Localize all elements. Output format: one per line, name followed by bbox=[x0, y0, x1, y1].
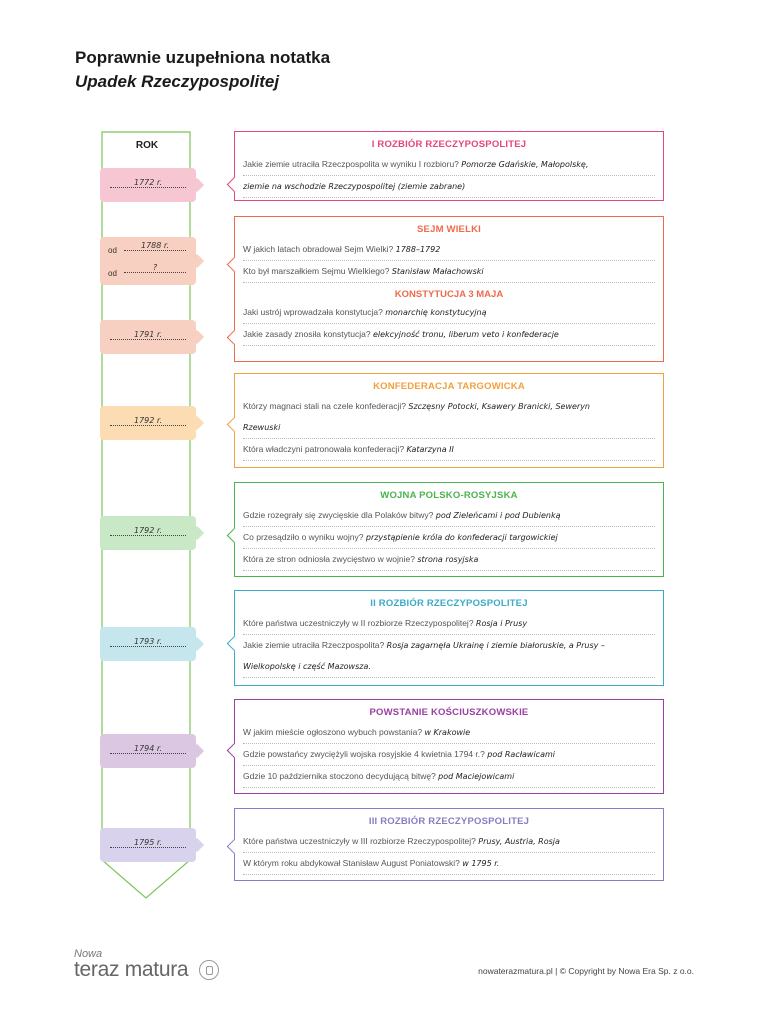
year-value: 1791 r. bbox=[110, 330, 186, 340]
section-title: KONFEDERACJA TARGOWICKA bbox=[373, 381, 525, 392]
question-row bbox=[243, 302, 655, 324]
lightbulb-icon bbox=[199, 960, 219, 980]
brand-logo-small: Nowa bbox=[74, 948, 103, 960]
section-title: SEJM WIELKI bbox=[417, 224, 481, 235]
question-text: Które państwa uczestniczyły w II rozbiorze Rzeczypospolitej? bbox=[243, 618, 474, 628]
question-row bbox=[243, 239, 655, 261]
question-row bbox=[243, 439, 655, 461]
question-row bbox=[243, 766, 655, 788]
answer-text: Rosja zagarnęła Ukrainę i ziemie białoruskie, a Prusy – bbox=[386, 641, 605, 650]
question-row bbox=[243, 549, 655, 571]
section-title: I ROZBIÓR RZECZYPOSPOLITEJ bbox=[371, 139, 527, 150]
answer-text: Wielkopolskę i część Mazowsza. bbox=[243, 662, 371, 671]
year-value: 1793 r. bbox=[110, 637, 186, 647]
answer-text: Stanisław Małachowski bbox=[391, 267, 484, 276]
question-row bbox=[243, 176, 655, 198]
question-text: Jakie ziemie utraciła Rzeczpospolita w wyniku I rozbioru? bbox=[243, 159, 459, 169]
section-title: WOJNA POLSKO-ROSYJSKA bbox=[380, 490, 518, 501]
answer-text: Prusy, Austria, Rosja bbox=[478, 837, 560, 846]
year-tag-1772 bbox=[100, 168, 196, 202]
question-text: Jaki ustrój wprowadzała konstytucja? bbox=[243, 307, 383, 317]
year-value: ? bbox=[124, 263, 186, 273]
question-text: Co przesądziło o wyniku wojny? bbox=[243, 532, 364, 542]
section-box-rozbior-3 bbox=[234, 808, 664, 881]
question-text: Która władczyni patronowała konfederacji? bbox=[243, 444, 405, 454]
year-value: 1788 r. bbox=[124, 241, 186, 251]
section-title: III ROZBIÓR RZECZYPOSPOLITEJ bbox=[368, 816, 530, 827]
question-row bbox=[243, 527, 655, 549]
year-value: 1795 r. bbox=[110, 838, 186, 848]
year-value: 1794 r. bbox=[110, 744, 186, 754]
year-tag-1793 bbox=[100, 627, 196, 661]
year-tag-1791 bbox=[100, 320, 196, 354]
answer-text: w Krakowie bbox=[424, 728, 471, 737]
timeline-heading: ROK bbox=[135, 140, 159, 151]
question-row bbox=[243, 635, 655, 656]
question-row bbox=[243, 656, 655, 678]
year-value: 1792 r. bbox=[110, 526, 186, 536]
question-row bbox=[243, 505, 655, 527]
question-row bbox=[243, 261, 655, 283]
page-subtitle: Upadek Rzeczypospolitej bbox=[75, 72, 280, 91]
section-box-rozbior-1 bbox=[234, 131, 664, 201]
answer-text: pod Maciejowicami bbox=[438, 772, 515, 781]
section-box-rozbior-2 bbox=[234, 590, 664, 686]
section-title: POWSTANIE KOŚCIUSZKOWSKIE bbox=[369, 707, 529, 718]
question-row bbox=[243, 396, 655, 417]
question-row bbox=[243, 722, 655, 744]
question-text: Które państwa uczestniczyły w III rozbiorze Rzeczypospolitej? bbox=[243, 836, 476, 846]
question-text: W jakim mieście ogłoszono wybuch powstania? bbox=[243, 727, 423, 737]
answer-text: Rzewuski bbox=[243, 423, 281, 432]
question-text: W jakich latach obradował Sejm Wielki? bbox=[243, 244, 394, 254]
answer-text: Szczęsny Potocki, Ksawery Branicki, Seweryn bbox=[408, 402, 590, 411]
answer-text: Pomorze Gdańskie, Małopolskę, bbox=[461, 160, 589, 169]
question-text: Którzy magnaci stali na czele konfederacji? bbox=[243, 401, 406, 411]
question-text: Gdzie rozegrały się zwycięskie dla Polaków bitwy? bbox=[243, 510, 434, 520]
section-box-targowica bbox=[234, 373, 664, 468]
answer-text: pod Racławicami bbox=[487, 750, 555, 759]
question-text: Gdzie 10 października stoczono decydującą bitwę? bbox=[243, 771, 436, 781]
answer-text: przystąpienie króla do konfederacji targowickiej bbox=[365, 533, 558, 542]
year-tag-1792-targowica bbox=[100, 406, 196, 440]
answer-text: Rosja i Prusy bbox=[475, 619, 528, 628]
question-row bbox=[243, 154, 655, 176]
question-text: Gdzie powstańcy zwyciężyli wojska rosyjskie 4 kwietnia 1794 r.? bbox=[243, 749, 485, 759]
question-text: Jakie ziemie utraciła Rzeczpospolita? bbox=[243, 640, 385, 650]
question-text: Która ze stron odniosła zwycięstwo w wojnie? bbox=[243, 554, 415, 564]
brand-logo: teraz matura bbox=[74, 958, 189, 981]
question-row bbox=[243, 324, 655, 346]
footer-copyright: nowaterazmatura.pl | © Copyright by Nowa Era Sp. z o.o. bbox=[478, 966, 694, 976]
year-tag-1795 bbox=[100, 828, 196, 862]
answer-text: ziemie na wschodzie Rzeczypospolitej (ziemie zabrane) bbox=[243, 182, 466, 191]
answer-text: strona rosyjska bbox=[417, 555, 479, 564]
question-row bbox=[243, 744, 655, 766]
year-value: 1792 r. bbox=[110, 416, 186, 426]
subsection-title: KONSTYTUCJA 3 MAJA bbox=[394, 289, 504, 300]
question-text: Jakie zasady znosiła konstytucja? bbox=[243, 329, 371, 339]
question-row bbox=[243, 613, 655, 635]
page-title: Poprawnie uzupełniona notatka bbox=[75, 48, 331, 67]
section-title: II ROZBIÓR RZECZYPOSPOLITEJ bbox=[370, 598, 528, 609]
answer-text: monarchię konstytucyjną bbox=[385, 308, 487, 317]
section-box-sejm-wielki bbox=[234, 216, 664, 362]
question-row bbox=[243, 417, 655, 439]
question-row bbox=[243, 853, 655, 875]
year-tag-1794 bbox=[100, 734, 196, 768]
year-prefix: od bbox=[108, 269, 117, 278]
answer-text: pod Zieleńcami i pod Dubienką bbox=[435, 511, 561, 520]
section-box-wojna bbox=[234, 482, 664, 577]
section-box-powstanie bbox=[234, 699, 664, 794]
question-row bbox=[243, 831, 655, 853]
question-text: W którym roku abdykował Stanisław August Poniatowski? bbox=[243, 858, 460, 868]
answer-text: Katarzyna II bbox=[406, 445, 454, 454]
year-tag-1792-wojna bbox=[100, 516, 196, 550]
answer-text: 1788–1792 bbox=[395, 245, 441, 254]
question-text: Kto był marszałkiem Sejmu Wielkiego? bbox=[243, 266, 390, 276]
answer-text: w 1795 r. bbox=[462, 859, 500, 868]
year-value: 1772 r. bbox=[110, 178, 186, 188]
year-prefix: od bbox=[108, 246, 117, 255]
year-tag-sejm bbox=[100, 237, 196, 285]
answer-text: elekcyjność tronu, liberum veto i konfederacje bbox=[372, 330, 559, 339]
